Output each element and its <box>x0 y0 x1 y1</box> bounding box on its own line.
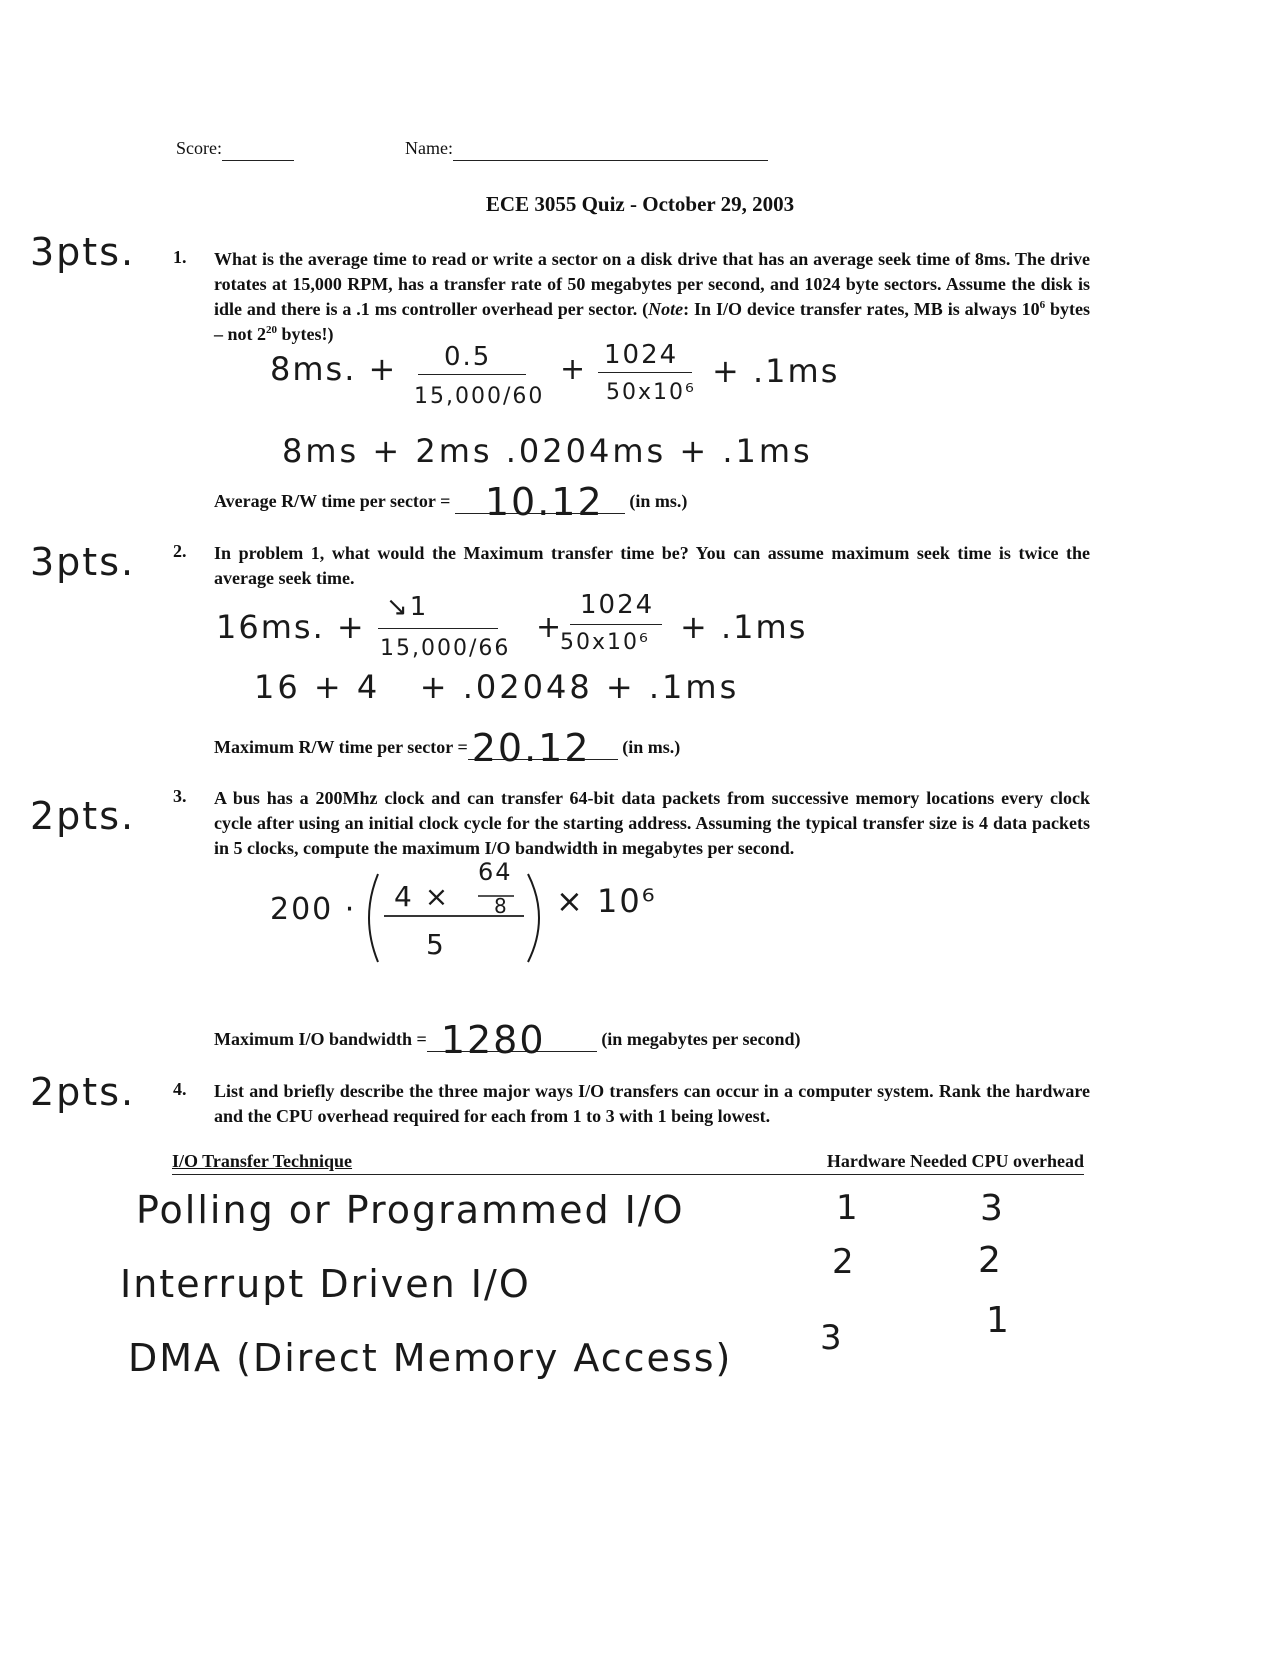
q2-points: 3pts. <box>30 540 136 584</box>
q2-work-term1: 16ms. + <box>216 608 366 646</box>
q1-work-fracbar2 <box>598 372 692 373</box>
row-cpu: 3 <box>980 1188 1005 1229</box>
q3-work-tail: × 10⁶ <box>556 882 657 920</box>
q2-answer-label: Maximum R/W time per sector = <box>214 737 468 757</box>
q3-right-paren <box>528 874 539 962</box>
q1-work-den1: 15,000/60 <box>414 384 545 409</box>
score-field <box>176 136 294 161</box>
q2-work-fracbar1 <box>378 628 498 629</box>
q1-work-num2: 1024 <box>604 340 679 370</box>
row-cpu: 2 <box>978 1240 1003 1281</box>
q3-answer-row <box>214 1018 801 1062</box>
col-technique-header: I/O Transfer Technique <box>172 1151 353 1171</box>
q3-number: 3. <box>173 786 187 806</box>
q3-work-den: 5 <box>426 928 446 961</box>
row-hardware: 3 <box>820 1318 844 1358</box>
row-hardware: 2 <box>832 1242 856 1282</box>
q2-number: 2. <box>173 541 187 561</box>
score-blank <box>222 136 294 161</box>
q1-answer-label: Average R/W time per sector = <box>214 491 451 511</box>
page-title: ECE 3055 Quiz - October 29, 2003 <box>485 192 795 216</box>
row-cpu: 1 <box>986 1300 1011 1341</box>
q3-work-paren-svg <box>356 868 556 968</box>
q2-work-num1: ↘1 <box>386 592 429 622</box>
q2-answer-blank <box>468 726 618 770</box>
q2-work-plus1: + <box>536 610 564 645</box>
q1-work-den2: 50x10⁶ <box>606 380 696 405</box>
q4-text: List and briefly describe the three major ways I/O transfers can occur in a computer system. Rank the hardware and the CPU overhead required for each from 1 to 3 with 1 being lowest. <box>214 1081 1090 1126</box>
col-hardware-cpu-header: Hardware Needed CPU overhead <box>826 1151 1084 1171</box>
q3-work-num-bot: 8 <box>494 894 509 918</box>
q2-work-den1: 15,000/66 <box>380 636 511 661</box>
q1-work-fracbar1 <box>418 374 526 375</box>
q1-work-plus1: + <box>560 352 588 387</box>
q3-answer-unit: (in megabytes per second) <box>601 1029 801 1049</box>
q3-answer-label: Maximum I/O bandwidth = <box>214 1029 427 1049</box>
row-technique: Interrupt Driven I/O <box>120 1262 531 1306</box>
q2-text: In problem 1, what would the Maximum transfer time be? You can assume maximum seek time is twice the average seek time. <box>214 543 1090 588</box>
table-header <box>172 1149 1084 1175</box>
row-technique: DMA (Direct Memory Access) <box>128 1336 733 1380</box>
q2-work-fracbar2 <box>570 624 662 625</box>
row-hardware: 1 <box>836 1188 860 1228</box>
q1-answer-row <box>214 480 688 524</box>
row-technique: Polling or Programmed I/O <box>136 1188 685 1232</box>
q2-work-term-last: + .1ms <box>680 608 808 646</box>
q1-work-term1: 8ms. + <box>270 350 398 388</box>
q2-answer-unit: (in ms.) <box>622 737 681 757</box>
q1-work-num1: 0.5 <box>444 342 492 372</box>
q3-text: A bus has a 200Mhz clock and can transfer 64-bit data packets from successive memory locations every clock cycle after using an initial clock cycle for the starting address. Assuming the typical transfer size is 4 data packets in 5 clocks, compute the maximum I/O bandwidth in megabytes per second. <box>214 788 1090 858</box>
q3-left-paren <box>369 874 378 962</box>
q2-work-line2: 16 + 4 + .02048 + .1ms <box>254 668 740 706</box>
q2-answer-row <box>214 726 681 770</box>
q4-number: 4. <box>173 1079 187 1099</box>
q1-note-label: Note <box>648 299 684 319</box>
q3-points: 2pts. <box>30 794 136 838</box>
name-label: Name: <box>405 138 453 158</box>
score-label: Score: <box>176 138 222 158</box>
q2-answer-value: 20.12 <box>471 726 591 770</box>
q3-work-num-top: 64 <box>478 858 513 886</box>
name-field <box>405 136 768 161</box>
q2-work-num2: 1024 <box>580 590 655 620</box>
q1-points: 3pts. <box>30 230 136 274</box>
q1-text: What is the average time to read or write a sector on a disk drive that has an average seek time of 8ms. The drive rotates at 15,000 RPM, has a transfer rate of 50 megabytes per second, and 1024 byte sectors. Assume the disk is idle and there is a .1 ms controller overhead per sector. (Note: In I/O device transfer rates, MB is always $10^6$ bytes – not $2^{20}$ bytes!) <box>214 249 1091 344</box>
q1-number: 1. <box>173 247 187 267</box>
q1-work-term-last: + .1ms <box>712 352 840 390</box>
q3-answer-blank <box>427 1018 597 1062</box>
q1-work-line2: 8ms + 2ms .0204ms + .1ms <box>282 432 813 470</box>
q3-answer-value: 1280 <box>440 1018 546 1062</box>
q3-work-num: 4 × <box>394 880 451 913</box>
q4-points: 2pts. <box>30 1070 136 1114</box>
q1-answer-blank <box>455 480 625 524</box>
name-blank <box>453 136 768 161</box>
q1-answer-value: 10.12 <box>484 480 604 524</box>
q2-work-den2: 50x10⁶ <box>560 630 650 655</box>
q1-answer-unit: (in ms.) <box>629 491 688 511</box>
q3-work-lead: 200 · <box>270 892 357 927</box>
